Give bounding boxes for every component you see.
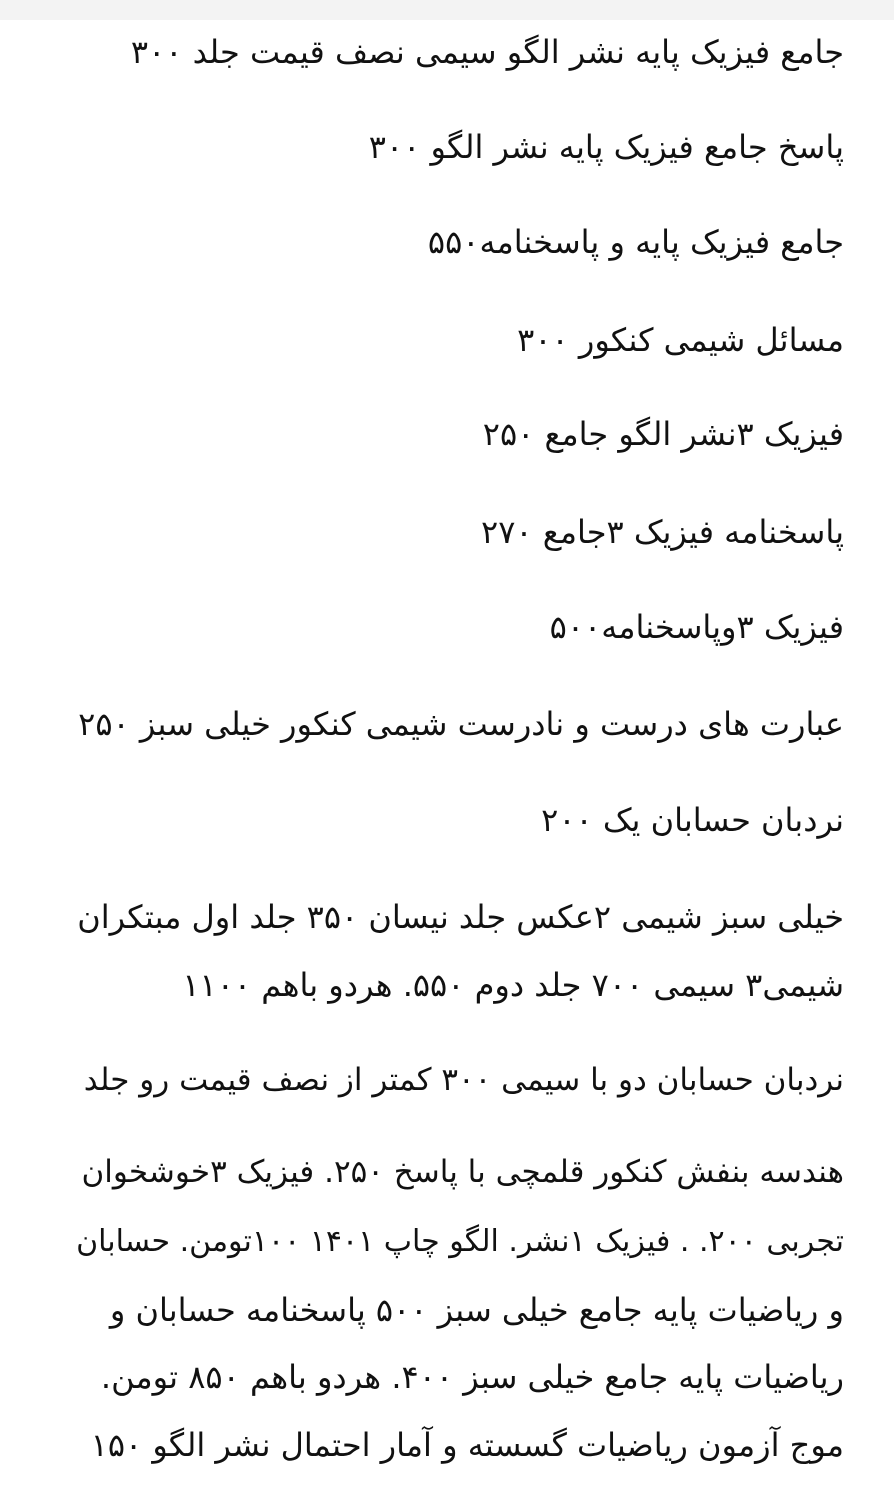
text-line: هندسه بنفش کنکور قلمچی با پاسخ ۲۵۰. فیزیک ۳خوشخوان	[81, 1154, 844, 1190]
text-line: جامع فیزیک پایه نشر الگو سیمی نصف قیمت جلد ۳۰۰	[130, 33, 844, 71]
text-line: مسائل شیمی کنکور ۳۰۰	[517, 321, 844, 359]
text-line: فیزیک ۳وپاسخنامه۵۰۰	[549, 608, 844, 646]
text-line: خیلی سبز شیمی ۲عکس جلد نیسان ۳۵۰ جلد اول مبتکران	[77, 898, 844, 936]
text-line: فیزیک ۳نشر الگو جامع ۲۵۰	[482, 415, 844, 453]
text-line: پاسخ جامع فیزیک پایه نشر الگو ۳۰۰	[368, 128, 844, 166]
text-line: نردبان حسابان دو با سیمی ۳۰۰ کمتر از نصف قیمت رو جلد	[83, 1062, 844, 1098]
text-line: نردبان حسابان یک ۲۰۰	[541, 801, 844, 839]
text-line: عبارت های درست و نادرست شیمی کنکور خیلی سبز ۲۵۰	[78, 705, 844, 743]
text-line: تجربی ۲۰۰. . فیزیک ۱نشر. الگو چاپ ۱۴۰۱ ۱۰۰تومن. حسابان	[76, 1224, 844, 1259]
text-line: شیمی۳ سیمی ۷۰۰ جلد دوم ۵۵۰. هردو باهم ۱۱۰۰	[182, 966, 844, 1004]
text-line: موج آزمون ریاضیات گسسته و آمار احتمال نشر الگو ۱۵۰	[90, 1426, 844, 1464]
text-line: جامع فیزیک پایه و پاسخنامه۵۵۰	[427, 223, 844, 261]
text-line: و ریاضیات پایه جامع خیلی سبز ۵۰۰ پاسخنامه حسابان و	[109, 1291, 844, 1329]
text-line: ریاضیات پایه جامع خیلی سبز ۴۰۰. هردو باهم ۸۵۰ تومن.	[100, 1358, 844, 1396]
text-line: پاسخنامه فیزیک ۳جامع ۲۷۰	[481, 513, 844, 551]
